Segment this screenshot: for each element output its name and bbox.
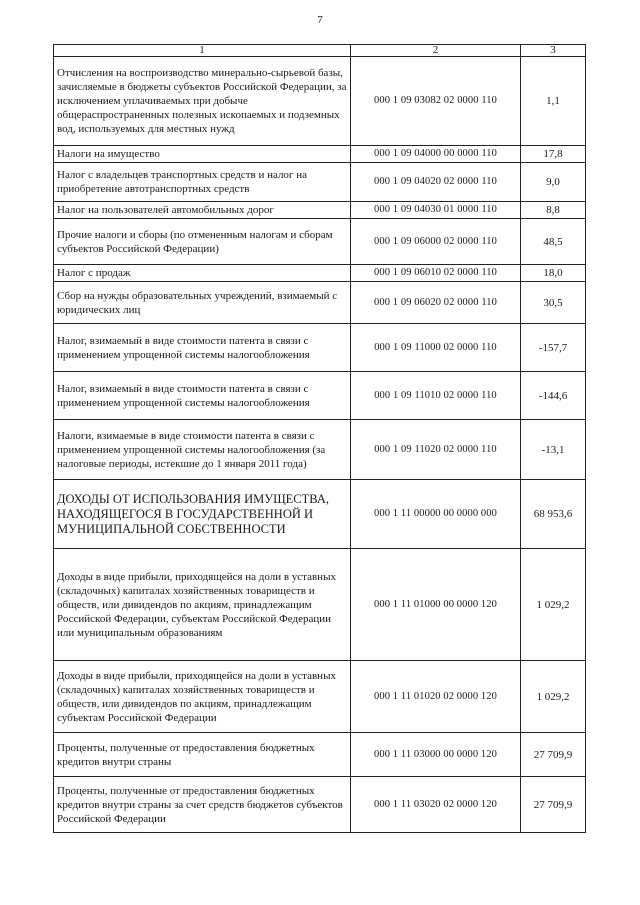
row-name: Отчисления на воспроизводство минерально-сырьевой базы, зачисляемые в бюджеты субъектов Российской Федерации, за исключением уплачиваемых при добыче общераспространенных полезных ископаемых и подземных вод, используемых для местных нужд [54, 57, 351, 146]
row-code: 000 1 09 06010 02 0000 110 [351, 265, 521, 282]
row-name: Налог, взимаемый в виде стоимости патента в связи с применением упрощенной системы налогообложения [54, 324, 351, 372]
row-value: 1 029,2 [521, 549, 586, 661]
table-row [54, 733, 586, 777]
table-row [54, 324, 586, 372]
row-code: 000 1 09 04030 01 0000 110 [351, 202, 521, 219]
row-value: 1,1 [521, 57, 586, 146]
row-value: 30,5 [521, 282, 586, 324]
revenue-table [53, 44, 586, 833]
row-code: 000 1 11 00000 00 0000 000 [351, 480, 521, 549]
row-name: Сбор на нужды образовательных учреждений, взимаемый с юридических лиц [54, 282, 351, 324]
row-name: Налог с продаж [54, 265, 351, 282]
row-name: Проценты, полученные от предоставления бюджетных кредитов внутри страны за счет средств бюджетов субъектов Российской Федерации [54, 777, 351, 833]
row-name: Налог на пользователей автомобильных дорог [54, 202, 351, 219]
row-value: 68 953,6 [521, 480, 586, 549]
page-number: 7 [317, 14, 323, 26]
row-name: Налог, взимаемый в виде стоимости патента в связи с применением упрощенной системы налогообложения [54, 372, 351, 420]
row-code: 000 1 11 01020 02 0000 120 [351, 661, 521, 733]
row-code: 000 1 09 06020 02 0000 110 [351, 282, 521, 324]
table-row [54, 265, 586, 282]
row-code: 000 1 11 01000 00 0000 120 [351, 549, 521, 661]
row-name: Налоги на имущество [54, 146, 351, 163]
row-name: ДОХОДЫ ОТ ИСПОЛЬЗОВАНИЯ ИМУЩЕСТВА, НАХОДЯЩЕГОСЯ В ГОСУДАРСТВЕННОЙ И МУНИЦИПАЛЬНОЙ СОБСТВЕННОСТИ [54, 480, 351, 549]
row-value: 9,0 [521, 163, 586, 202]
table-row [54, 420, 586, 480]
row-name: Прочие налоги и сборы (по отмененным налогам и сборам субъектов Российской Федерации) [54, 219, 351, 265]
row-name: Проценты, полученные от предоставления бюджетных кредитов внутри страны [54, 733, 351, 777]
row-code: 000 1 09 03082 02 0000 110 [351, 57, 521, 146]
row-value: 8,8 [521, 202, 586, 219]
row-value: -144,6 [521, 372, 586, 420]
row-value: 27 709,9 [521, 733, 586, 777]
row-value: -157,7 [521, 324, 586, 372]
table-header-row [54, 45, 586, 57]
row-code: 000 1 11 03000 00 0000 120 [351, 733, 521, 777]
row-name: Налог с владельцев транспортных средств и налог на приобретение автотранспортных средств [54, 163, 351, 202]
row-value: -13,1 [521, 420, 586, 480]
table-row [54, 549, 586, 661]
row-value: 48,5 [521, 219, 586, 265]
table-row [54, 163, 586, 202]
table-row [54, 661, 586, 733]
row-code: 000 1 09 04000 00 0000 110 [351, 146, 521, 163]
row-name: Налоги, взимаемые в виде стоимости патента в связи с применением упрощенной системы налогообложения (за налоговые периоды, истекшие до 1 января 2011 года) [54, 420, 351, 480]
row-code: 000 1 11 03020 02 0000 120 [351, 777, 521, 833]
table-row [54, 146, 586, 163]
header-col-2: 2 [351, 45, 521, 57]
row-name: Доходы в виде прибыли, приходящейся на доли в уставных (складочных) капиталах хозяйственных товариществ и обществ, или дивидендов по акциям, принадлежащим субъектам Российской Федерации [54, 661, 351, 733]
table-row [54, 202, 586, 219]
row-code: 000 1 09 11000 02 0000 110 [351, 324, 521, 372]
row-name: Доходы в виде прибыли, приходящейся на доли в уставных (складочных) капиталах хозяйственных товариществ и обществ, или дивидендов по акциям, принадлежащим Российской Федерации, субъектам Российской Федерации или муниципальным образованиям [54, 549, 351, 661]
row-code: 000 1 09 04020 02 0000 110 [351, 163, 521, 202]
row-value: 18,0 [521, 265, 586, 282]
row-value: 27 709,9 [521, 777, 586, 833]
table-row [54, 777, 586, 833]
header-col-1: 1 [54, 45, 351, 57]
header-col-3: 3 [521, 45, 586, 57]
row-code: 000 1 09 06000 02 0000 110 [351, 219, 521, 265]
table-row [54, 57, 586, 146]
table-row-section [54, 480, 586, 549]
row-code: 000 1 09 11010 02 0000 110 [351, 372, 521, 420]
row-value: 17,8 [521, 146, 586, 163]
table-row [54, 282, 586, 324]
row-code: 000 1 09 11020 02 0000 110 [351, 420, 521, 480]
table-row [54, 219, 586, 265]
row-value: 1 029,2 [521, 661, 586, 733]
table-row [54, 372, 586, 420]
